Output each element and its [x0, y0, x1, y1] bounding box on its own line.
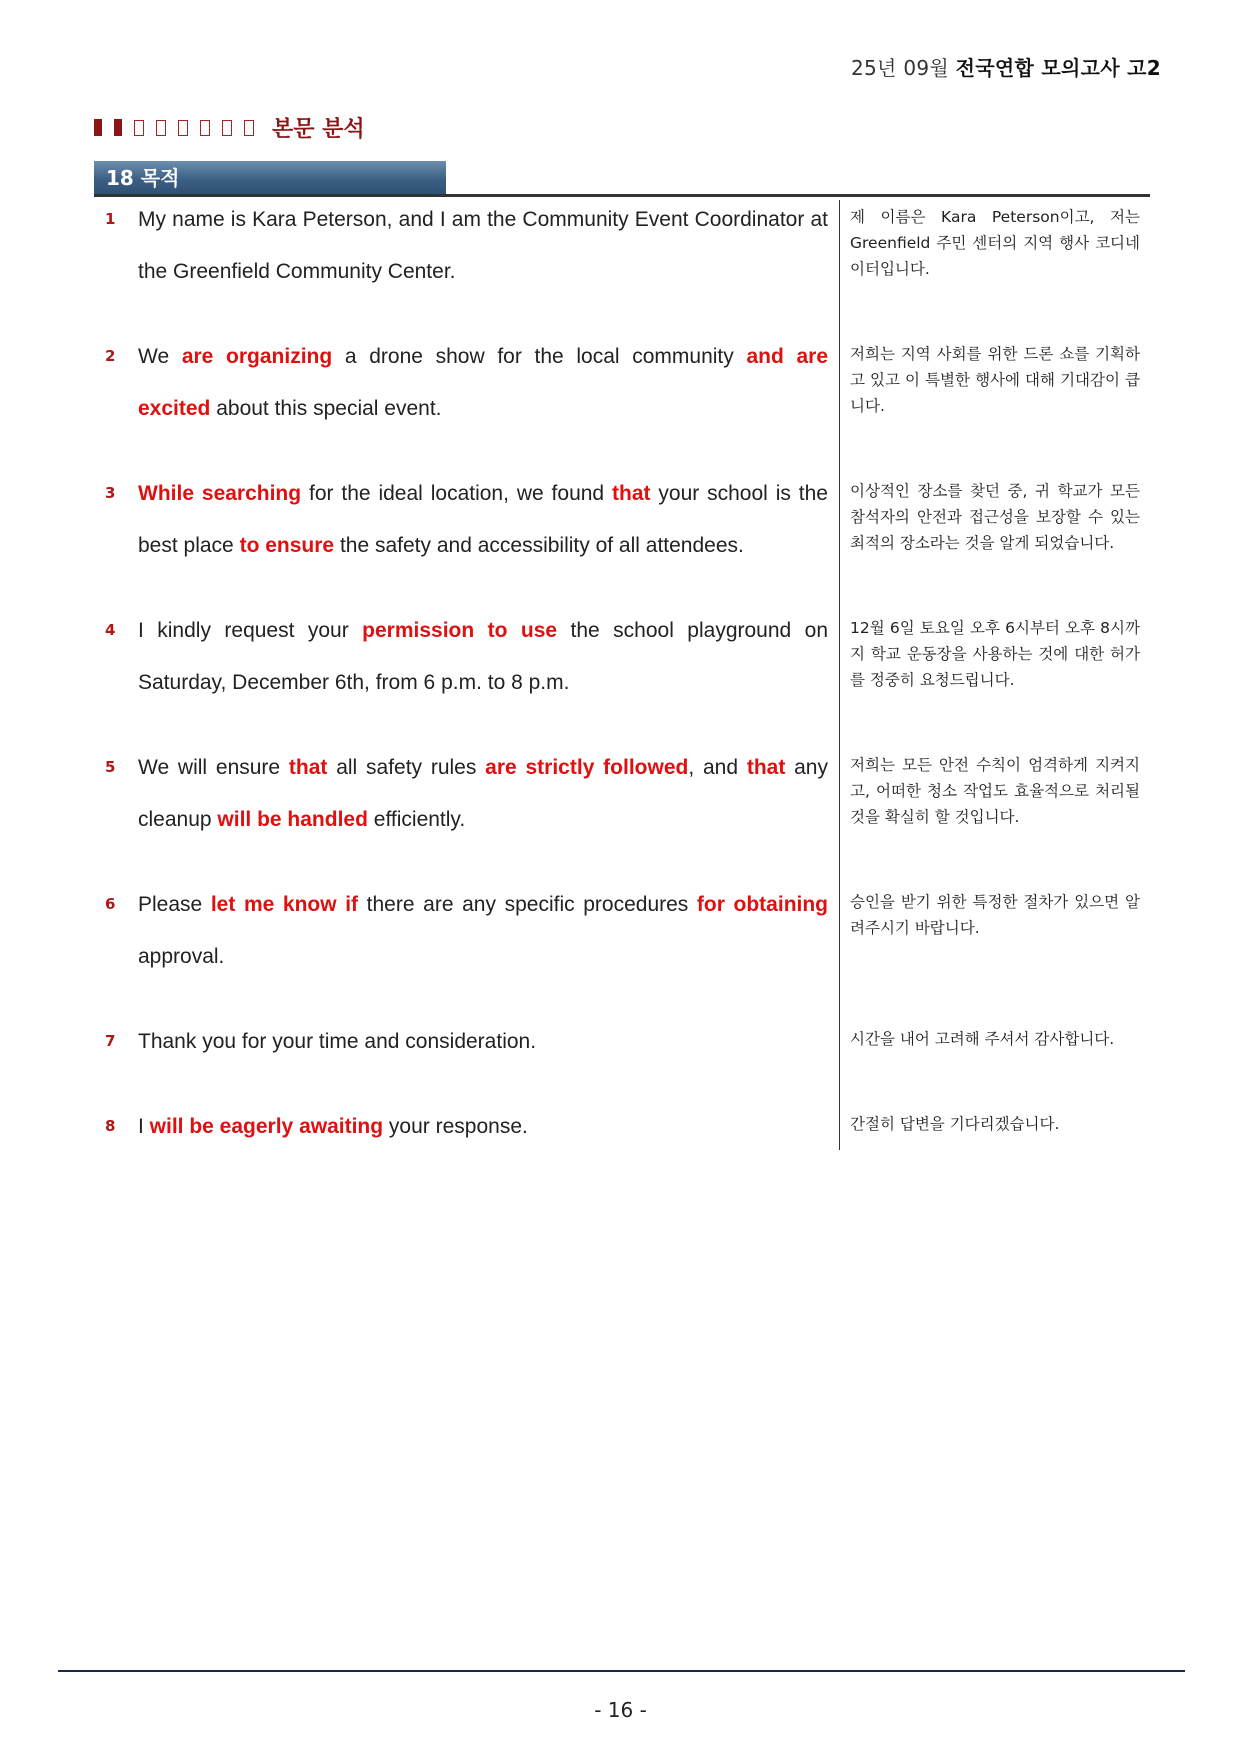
sentence-number: 6: [105, 895, 116, 913]
sentence-text: We: [138, 345, 182, 368]
english-sentence: [138, 879, 828, 983]
korean-translation: 12월 6일 토요일 오후 6시부터 오후 8시까지 학교 운동장을 사용하는 것에 대한 허가를 정중히 요청드립니다.: [850, 619, 1140, 689]
english-sentence: [138, 1101, 828, 1153]
sentence-text: the safety and accessibility of all attendees.: [334, 534, 744, 557]
korean-translation: 시간을 내어 고려해 주셔서 감사합니다.: [850, 1030, 1115, 1048]
sentence-number: 4: [105, 621, 116, 639]
highlighted-phrase: and are excited: [138, 345, 828, 420]
sentence-text: Please: [138, 893, 211, 916]
english-sentence: [138, 1016, 828, 1068]
box-glyph-icon: [134, 120, 144, 136]
sentence-text: We will ensure: [138, 756, 289, 779]
highlighted-phrase: let me know if: [210, 893, 359, 916]
sentence-number: 5: [105, 758, 116, 776]
box-glyph-icon: [200, 120, 210, 136]
question-tab: 18 목적: [94, 161, 446, 195]
exam-header: [851, 52, 1161, 81]
highlighted-phrase: that: [612, 482, 651, 505]
sentence-text: there are any specific procedures: [358, 893, 697, 916]
korean-translation: 제 이름은 Kara Peterson이고, 저는 Greenfield 주민 센터의 지역 행사 코디네이터입니다.: [850, 208, 1140, 278]
exam-name: 전국연합 모의고사 고2: [955, 56, 1161, 80]
bullet-bar-icon: [114, 119, 122, 136]
highlighted-phrase: will be handled: [217, 808, 368, 831]
sentence-number: 2: [105, 347, 116, 365]
sentence-text: your response.: [383, 1115, 528, 1138]
korean-translation: 이상적인 장소를 찾던 중, 귀 학교가 모든 참석자의 안전과 접근성을 보장할 수 있는 최적의 장소라는 것을 알게 되었습니다.: [850, 482, 1140, 552]
sentence-number: 3: [105, 484, 116, 502]
footer-rule: [58, 1670, 1185, 1672]
english-sentence: [138, 605, 828, 709]
highlighted-phrase: permission to use: [362, 619, 558, 642]
highlighted-phrase: that: [288, 756, 328, 779]
korean-translation: 저희는 지역 사회를 위한 드론 쇼를 기획하고 있고 이 특별한 행사에 대해 기대감이 큽니다.: [850, 345, 1140, 415]
korean-translation: 저희는 모든 안전 수칙이 엄격하게 지켜지고, 어떠한 청소 작업도 효율적으로 처리될 것을 확실히 할 것입니다.: [850, 756, 1140, 826]
english-sentence: [138, 194, 828, 298]
section-title: [94, 112, 365, 143]
highlighted-phrase: will be eagerly awaiting: [149, 1115, 384, 1138]
sentence-text: , and: [688, 756, 747, 779]
korean-translation: 간절히 답변을 기다리겠습니다.: [850, 1115, 1060, 1133]
highlighted-phrase: While searching: [138, 482, 302, 505]
box-glyph-icon: [244, 120, 254, 136]
highlighted-phrase: are strictly followed: [485, 756, 689, 779]
korean-translation: 승인을 받기 위한 특정한 절차가 있으면 알려주시기 바랍니다.: [850, 893, 1140, 937]
sentence-text: I: [138, 1115, 150, 1138]
sentence-number: 7: [105, 1032, 116, 1050]
highlighted-phrase: that: [746, 756, 786, 779]
bullet-bar-icon: [94, 119, 102, 136]
sentence-text: efficiently.: [367, 808, 466, 831]
sentence-number: 1: [105, 210, 116, 228]
box-glyph-icon: [156, 120, 166, 136]
page-number: - 16 -: [594, 1698, 647, 1722]
sentence-text: for the ideal location, we found: [301, 482, 612, 505]
sentence-text: I kindly request your: [138, 619, 363, 642]
sentence-text: My name is Kara Peterson, and I am the Community Event Coordinator at the Greenfield Community Center.: [138, 208, 828, 283]
sentence-text: any cleanup: [138, 756, 828, 831]
sentence-text: your school is the best place: [138, 482, 828, 557]
sentence-number: 8: [105, 1117, 116, 1135]
sentence-text: a drone show for the local community: [332, 345, 747, 368]
sentence-text: all safety rules: [327, 756, 486, 779]
box-glyph-icon: [178, 120, 188, 136]
sentence-text: the school playground on Saturday, December 6th, from 6 p.m. to 8 p.m.: [138, 619, 828, 694]
english-sentence: [138, 742, 828, 846]
sentence-text: about this special event.: [210, 397, 442, 420]
box-glyph-icon: [222, 120, 232, 136]
exam-date: 25년 09월: [851, 56, 949, 80]
english-sentence: [138, 331, 828, 435]
english-sentence: [138, 468, 828, 572]
column-divider: [839, 200, 840, 1150]
highlighted-phrase: are organizing: [181, 345, 333, 368]
highlighted-phrase: to ensure: [239, 534, 335, 557]
highlighted-phrase: for obtaining: [696, 893, 829, 916]
section-label: 본문 분석: [272, 117, 365, 142]
sentence-text: Thank you for your time and consideration.: [138, 1030, 537, 1053]
sentence-text: approval.: [138, 945, 225, 968]
